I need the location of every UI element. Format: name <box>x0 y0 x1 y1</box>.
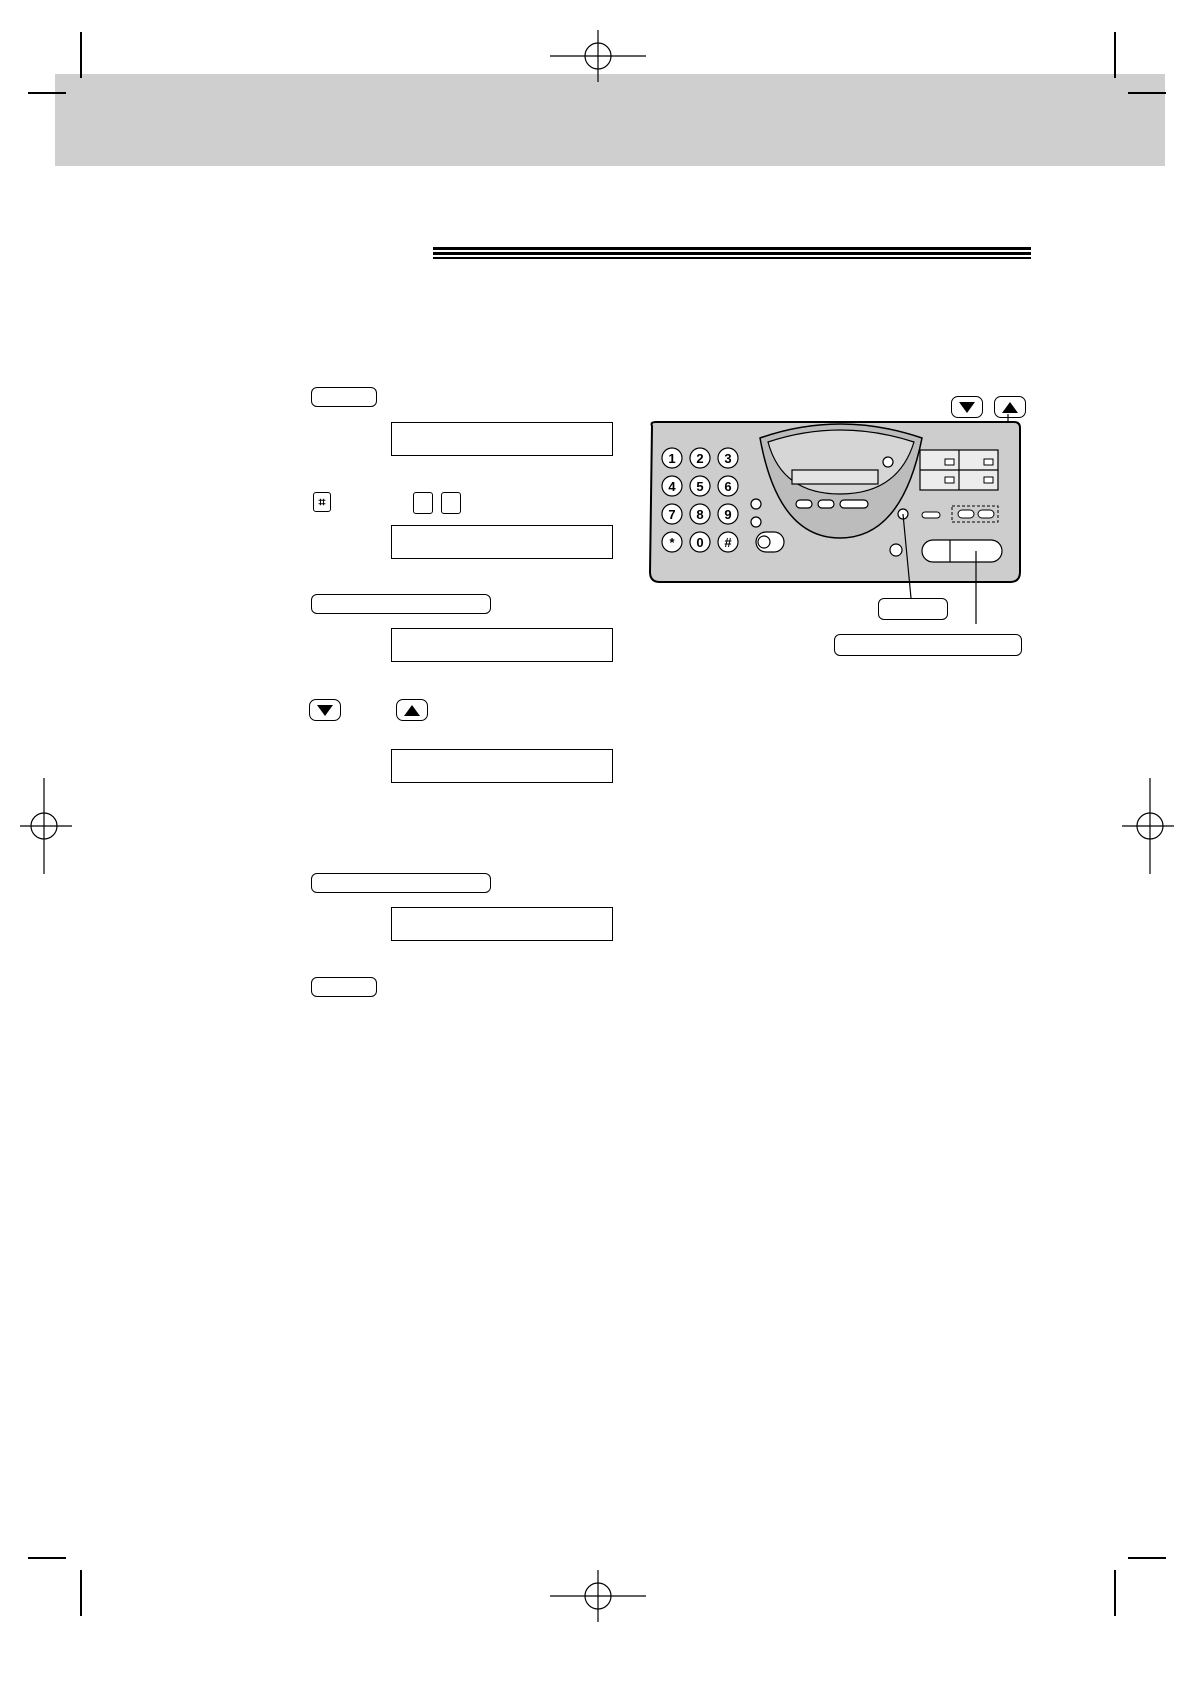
step-3-key[interactable] <box>311 594 491 614</box>
step-4-down-key[interactable] <box>309 699 341 721</box>
step-1-key[interactable] <box>311 387 377 407</box>
down-arrow-icon <box>959 402 975 413</box>
keypad-key-3: 3 <box>724 451 732 466</box>
crop-mark <box>28 1557 66 1559</box>
crop-mark <box>80 32 82 78</box>
crop-mark <box>1114 32 1116 78</box>
crop-mark <box>1114 1570 1116 1616</box>
keypad-key-9: 9 <box>724 507 732 522</box>
header-band <box>55 74 1165 166</box>
crop-mark <box>1128 92 1166 94</box>
hash-icon: ⌗ <box>318 494 326 509</box>
step-2-digit-key-1[interactable] <box>413 492 433 514</box>
registration-mark-right <box>1122 778 1174 874</box>
registration-mark-left <box>20 778 72 874</box>
keypad-key-hash: # <box>724 535 732 550</box>
step-1-display <box>391 422 613 456</box>
step-5-display <box>391 907 613 941</box>
keypad-key-8: 8 <box>696 507 704 522</box>
step-3-display <box>391 628 613 662</box>
up-arrow-icon <box>1002 402 1018 413</box>
crop-mark <box>1128 1557 1166 1559</box>
down-arrow-icon <box>317 705 333 716</box>
keypad-key-0: 0 <box>696 535 704 550</box>
keypad-key-6: 6 <box>724 479 732 494</box>
step-2-digit-key-2[interactable] <box>441 492 461 514</box>
step-2-display <box>391 525 613 559</box>
step-2-hash-key[interactable] <box>313 492 331 512</box>
keypad-key-2: 2 <box>696 451 704 466</box>
crop-mark <box>28 92 66 94</box>
title-rule <box>433 247 1031 261</box>
keypad-key-star: * <box>669 535 675 550</box>
registration-mark-bottom <box>550 1570 646 1622</box>
keypad-key-5: 5 <box>696 479 704 494</box>
crop-mark <box>80 1570 82 1616</box>
step-4-up-key[interactable] <box>396 699 428 721</box>
step-5-key[interactable] <box>311 873 491 893</box>
fax-machine-diagram <box>640 414 1030 624</box>
step-6-key[interactable] <box>311 977 377 997</box>
up-arrow-icon <box>404 705 420 716</box>
keypad-key-4: 4 <box>668 479 676 494</box>
registration-mark-top <box>550 30 646 82</box>
diagram-wide-button-callout <box>834 634 1022 656</box>
step-4-display <box>391 749 613 783</box>
keypad-key-7: 7 <box>668 507 676 522</box>
keypad-key-1: 1 <box>668 451 676 466</box>
